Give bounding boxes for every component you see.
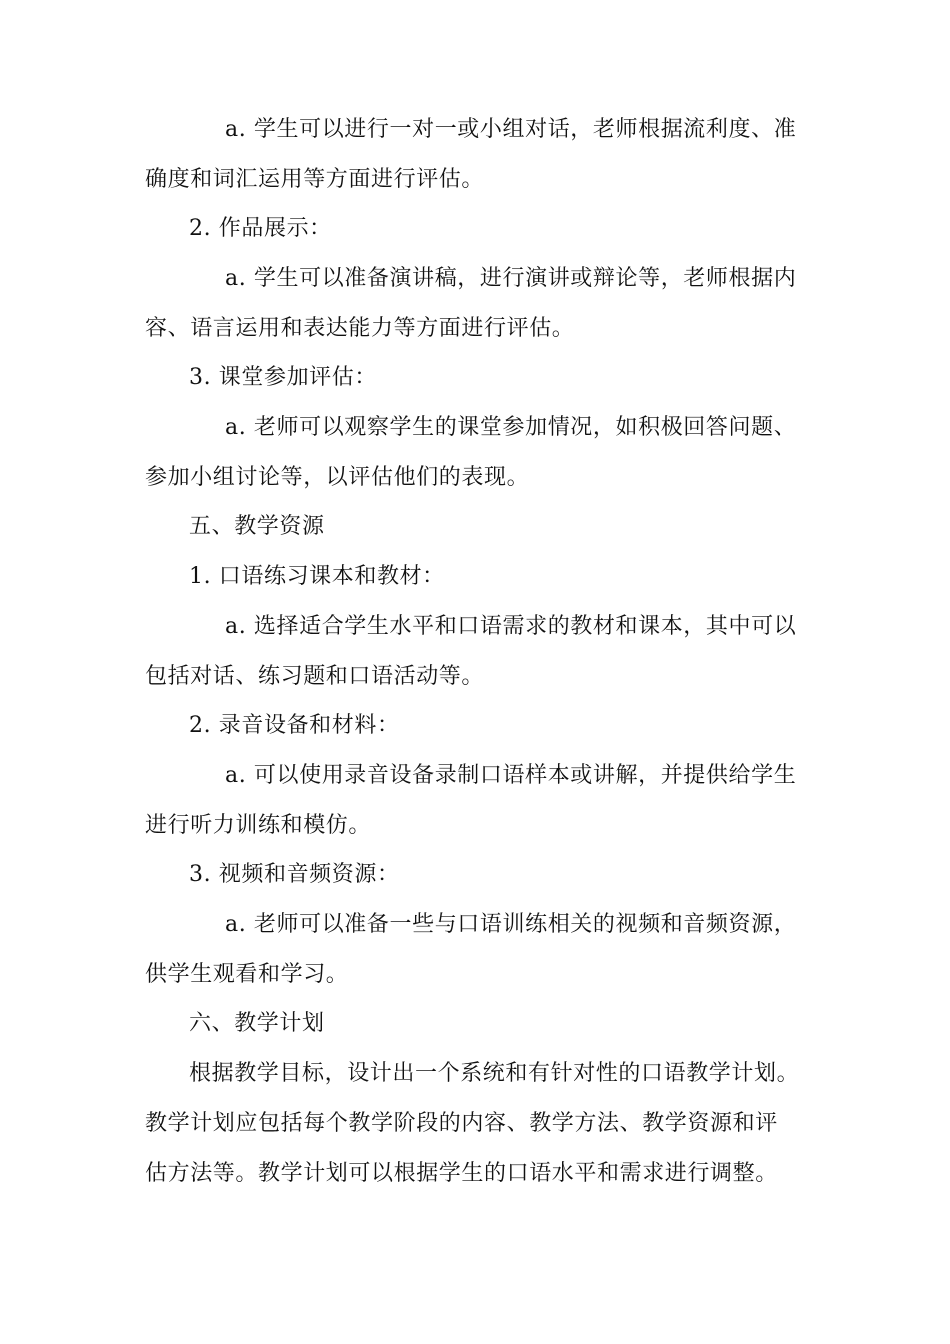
paragraph-recording-usage: a. 可以使用录音设备录制口语样本或讲解，并提供给学生进行听力训练和模仿。 <box>145 763 797 838</box>
heading-work-presentation: 2. 作品展示： <box>189 216 332 241</box>
paragraph-textbook-selection: a. 选择适合学生水平和口语需求的教材和课本，其中可以包括对话、练习题和口语活动等。 <box>145 614 797 689</box>
paragraph-video-audio-usage: a. 老师可以准备一些与口语训练相关的视频和音频资源，供学生观看和学习。 <box>145 912 797 987</box>
heading-class-participation: 3. 课堂参加评估： <box>189 365 377 390</box>
section-heading-teaching-resources: 五、教学资源 <box>189 514 325 539</box>
paragraph-speech-assessment: a. 学生可以准备演讲稿，进行演讲或辩论等，老师根据内容、语言运用和表达能力等方面进行评估。 <box>145 266 797 341</box>
heading-recording-equipment: 2. 录音设备和材料： <box>189 713 400 738</box>
paragraph-teaching-plan: 根据教学目标，设计出一个系统和有针对性的口语教学计划。教学计划应包括每个教学阶段的内容、教学方法、教学资源和评估方法等。教学计划可以根据学生的口语水平和需求进行调整。 <box>145 1061 800 1186</box>
heading-textbooks: 1. 口语练习课本和教材： <box>189 564 445 589</box>
heading-video-audio-resources: 3. 视频和音频资源： <box>189 862 400 887</box>
paragraph-oral-dialogue-assessment: a. 学生可以进行一对一或小组对话，老师根据流利度、准确度和词汇运用等方面进行评估。 <box>145 117 797 192</box>
paragraph-participation-observation: a. 老师可以观察学生的课堂参加情况，如积极回答问题、参加小组讨论等，以评估他们的表现。 <box>145 415 797 490</box>
section-heading-teaching-plan: 六、教学计划 <box>189 1011 325 1036</box>
